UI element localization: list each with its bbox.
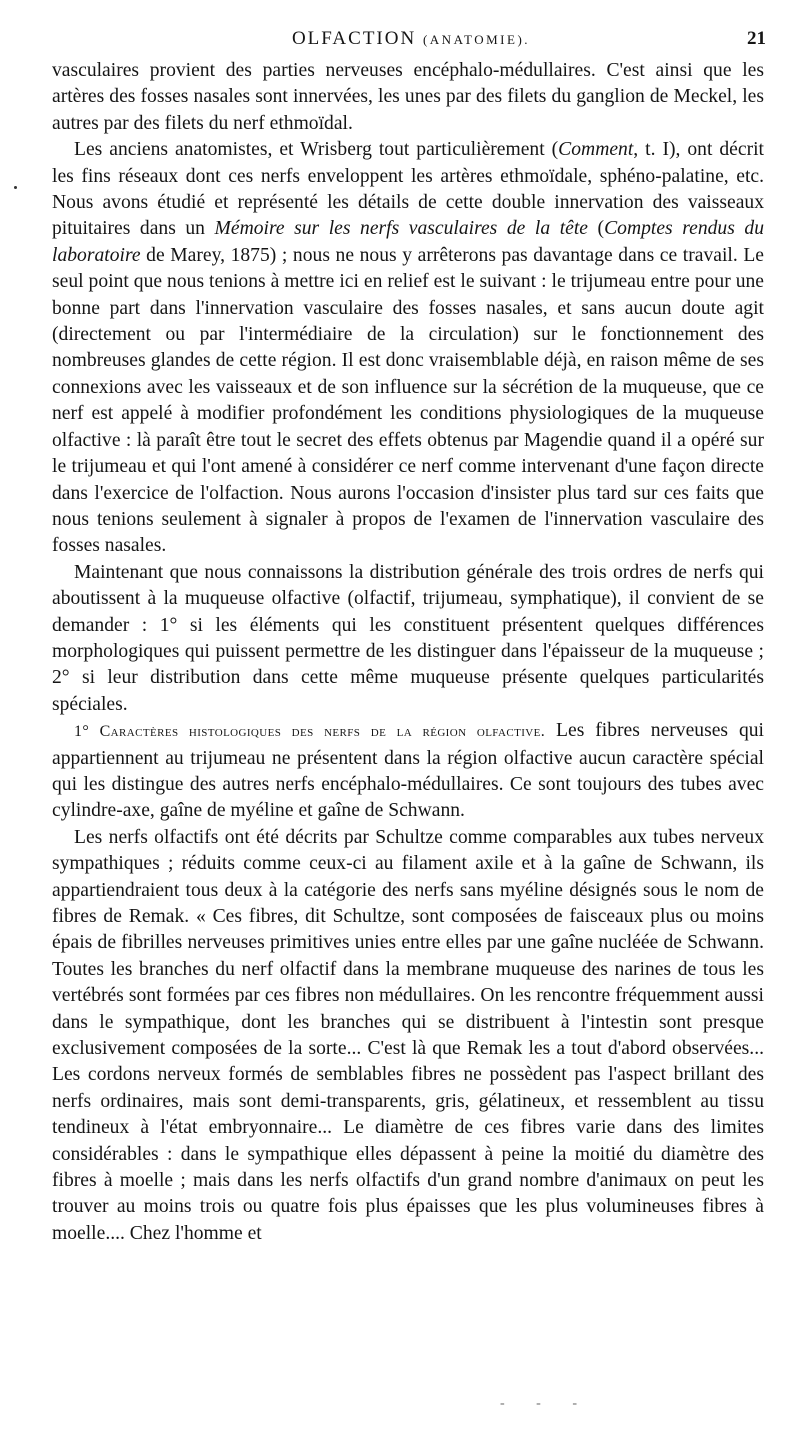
section-heading: 1° Caractères histologiques des nerfs de la région olfactive. xyxy=(74,723,546,741)
paragraph-histology xyxy=(52,718,764,825)
paragraph-continued xyxy=(52,58,764,137)
page-number: 21 xyxy=(747,28,766,49)
running-head xyxy=(52,28,770,58)
paragraph-wrisberg xyxy=(52,137,764,560)
text-run: de Marey, 1875) ; nous ne nous y arrêterons pas davantage dans ce travail. Le seul point que nous tenions à mettre ici en relief est le suivant : le trijumeau entre pour une bonne part dans l'innervation vasculaire des fosses nasales, et sans aucun doute agit (directement ou par l'intermédiaire de la circulation) sur le fonctionnement des nombreuses glandes de cette région. Il est donc vraisemblable déjà, en raison même de ses connexions avec les vaisseaux et de son influence sur la sécrétion de la muqueuse, que ce nerf est appelé à modifier profondément les conditions physiologiques de la muqueuse olfactive : là paraît être tout le secret des effets obtenus par Magendie quand il a opéré sur le trijumeau et qui l'ont amené à considérer ce nerf comme intervenant d'une façon directe dans l'exercice de l'olfaction. Nous aurons l'occasion d'insister plus tard sur ces faits que nous tenions seulement à signaler à propos de l'examen de l'innervation vasculaire des fosses nasales. xyxy=(52,244,764,557)
bottom-print-marks: - - - xyxy=(500,1396,591,1411)
running-title xyxy=(52,28,770,50)
citation-italic: Comment xyxy=(558,139,634,161)
text-run: , t. I), ont décrit les fins réseaux dont ces nerfs enveloppent les artères ethmoïdale, sphéno-palatine, etc. Nous avons étudié et représenté les détails de cette double innervation des vaisseaux pituitaires dans un xyxy=(52,139,764,240)
citation-italic: Mémoire sur les nerfs vasculaires de la tête xyxy=(214,218,588,240)
paragraph-distribution xyxy=(52,560,764,718)
paragraph-schultze xyxy=(52,825,764,1248)
text-run: Les anciens anatomistes, et Wrisberg tout particulièrement ( xyxy=(74,139,559,161)
running-title-main: OLFACTION xyxy=(291,28,417,49)
paragraph-text: vasculaires provient des parties nerveuses encéphalo-médullaires. C'est ainsi que les artères des fosses nasales sont innervées, les unes par des filets du ganglion de Meckel, les autres par des filets du nerf ethmoïdal. xyxy=(52,60,764,134)
paragraph-text: Les fibres nerveuses qui appartiennent au trijumeau ne présentent dans la région olfactive aucun caractère spécial qui les distingue des autres nerfs encéphalo-médullaires. Ce sont toujours des tubes avec cylindre-axe, gaîne de myéline et gaîne de Schwann. xyxy=(52,720,764,822)
body-text xyxy=(52,58,764,1247)
paragraph-text: Maintenant que nous connaissons la distribution générale des trois ordres de nerfs qui aboutissent à la muqueuse olfactive (olfactif, trijumeau, symphatique), il convient de se demander : 1° si les éléments qui les constituent présentent quelques différences morphologiques qui puissent permettre de les distinguer dans l'épaisseur de la muqueuse ; 2° si leur distribution dans cette même muqueuse présente quelques particularités spéciales. xyxy=(52,561,764,715)
margin-speck xyxy=(14,186,17,189)
text-run: ( xyxy=(588,218,605,240)
running-title-sub: (ANATOMIE). xyxy=(422,32,531,47)
citation-italic: Comptes rendus du laboratoire xyxy=(52,218,764,266)
paragraph-text: Les nerfs olfactifs ont été décrits par Schultze comme comparables aux tubes nerveux sympathiques ; réduits comme ceux-ci au filament axile et à la gaîne de Schwann, ils appartiendraient tous deux à la catégorie des nerfs sans myéline désignés sous le nom de fibres de Remak. « Ces fibres, dit Schultze, sont composées de faisceaux plus ou moins épais de fibrilles nerveuses primitives unies entre elles par une gaîne nucléée de Schwann. Toutes les branches du nerf olfactif dans la membrane muqueuse des narines de tous les vertébrés sont formées par ces fibres non médullaires. On les rencontre fréquemment aussi dans le sympathique, dont les branches qui se distribuent à l'intestin sont presque exclusivement composées de la sorte... C'est là que Remak les a tout d'abord observées... Les cordons nerveux formés de semblables fibres ne possèdent pas l'aspect brillant des nerfs ordinaires, mais sont demi-transparents, gris, gélatineux, et ressemblent au tissu tendineux à l'état embryonnaire... Le diamètre de ces fibres varie dans des limites considérables : dans le sympathique elles dépassent à peine la moitié du diamètre des fibres à moelle ; mais dans les nerfs olfactifs d'un grand nombre d'animaux on peut les trouver au moins trois ou quatre fois plus épaisses que les plus volumineuses fibres à moelle.... Chez l'homme et xyxy=(52,826,764,1244)
